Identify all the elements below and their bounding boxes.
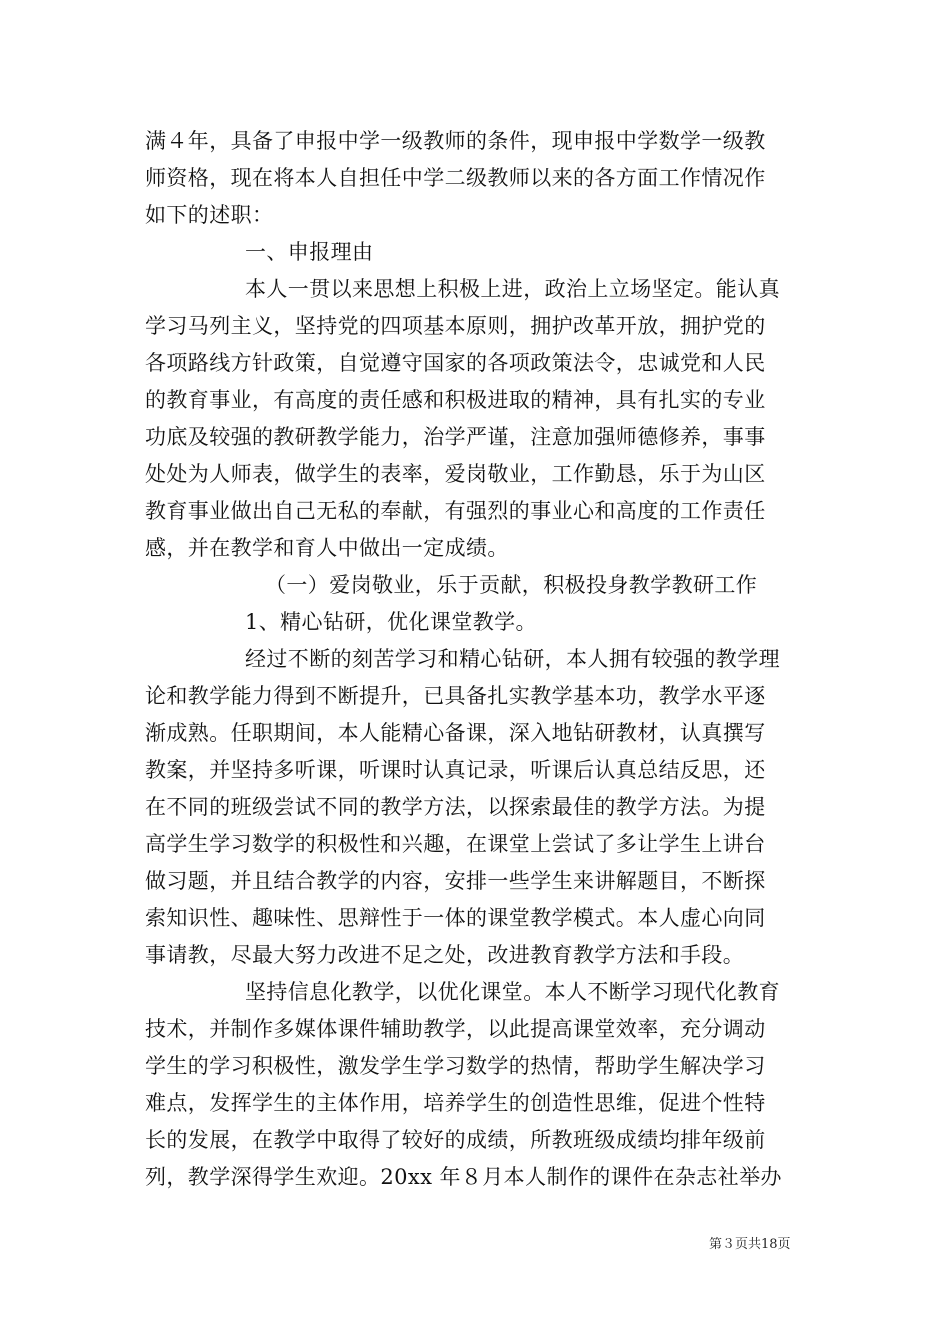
text-line: 渐成熟。任职期间，本人能精心备课，深入地钻研教材，认真撰写 <box>145 721 766 745</box>
text-line: 教育事业做出自己无私的奉献，有强烈的事业心和高度的工作责任 <box>145 499 766 523</box>
text-line: 本人一贯以来思想上积极上进，政治上立场坚定。能认真 <box>245 277 780 301</box>
text-line: 列，教学深得学生欢迎。20xx 年８月本人制作的课件在杂志社举办 <box>145 1165 782 1189</box>
text-line: 技术，并制作多媒体课件辅助教学，以此提高课堂效率，充分调动 <box>145 1017 766 1041</box>
text-line: 处处为人师表，做学生的表率，爱岗敬业，工作勤恳，乐于为山区 <box>145 462 766 486</box>
text-line: 学生的学习积极性，激发学生学习数学的热情，帮助学生解决学习 <box>145 1054 766 1078</box>
item-heading: 1、精心钻研，优化课堂教学。 <box>245 610 537 634</box>
page-number-footer: 第３页共18页 <box>709 1237 791 1252</box>
text-line: 论和教学能力得到不断提升，已具备扎实教学基本功，教学水平逐 <box>145 684 766 708</box>
section-heading: 一、申报理由 <box>245 240 374 264</box>
text-line: 满４年，具备了申报中学一级教师的条件，现申报中学数学一级教 <box>145 129 766 153</box>
text-line: 做习题，并且结合教学的内容，安排一些学生来讲解题目，不断探 <box>145 869 766 893</box>
text-line: 的教育事业，有高度的责任感和积极进取的精神，具有扎实的专业 <box>145 388 766 412</box>
subsection-heading: （一）爱岗敬业，乐于贡献，积极投身教学教研工作 <box>265 573 758 597</box>
text-line: 学习马列主义，坚持党的四项基本原则，拥护改革开放，拥护党的 <box>145 314 766 338</box>
text-line: 感，并在教学和育人中做出一定成绩。 <box>145 536 509 560</box>
text-line: 功底及较强的教研教学能力，治学严谨，注意加强师德修养，事事 <box>145 425 766 449</box>
text-line: 如下的述职： <box>145 203 274 227</box>
text-line: 各项路线方针政策，自觉遵守国家的各项政策法令，忠诚党和人民 <box>145 351 766 375</box>
text-line: 师资格，现在将本人自担任中学二级教师以来的各方面工作情况作 <box>145 166 766 190</box>
text-line: 事请教，尽最大努力改进不足之处，改进教育教学方法和手段。 <box>145 943 745 967</box>
text-line: 高学生学习数学的积极性和兴趣，在课堂上尝试了多让学生上讲台 <box>145 832 766 856</box>
text-line: 在不同的班级尝试不同的教学方法，以探索最佳的教学方法。为提 <box>145 795 766 819</box>
text-line: 难点，发挥学生的主体作用，培养学生的创造性思维，促进个性特 <box>145 1091 766 1115</box>
text-line: 索知识性、趣味性、思辩性于一体的课堂教学模式。本人虚心向同 <box>145 906 766 930</box>
text-line: 长的发展，在教学中取得了较好的成绩，所教班级成绩均排年级前 <box>145 1128 766 1152</box>
text-line: 经过不断的刻苦学习和精心钻研，本人拥有较强的教学理 <box>245 647 780 671</box>
text-line: 教案，并坚持多听课，听课时认真记录，听课后认真总结反思，还 <box>145 758 766 782</box>
text-line: 坚持信息化教学，以优化课堂。本人不断学习现代化教育 <box>245 980 780 1004</box>
